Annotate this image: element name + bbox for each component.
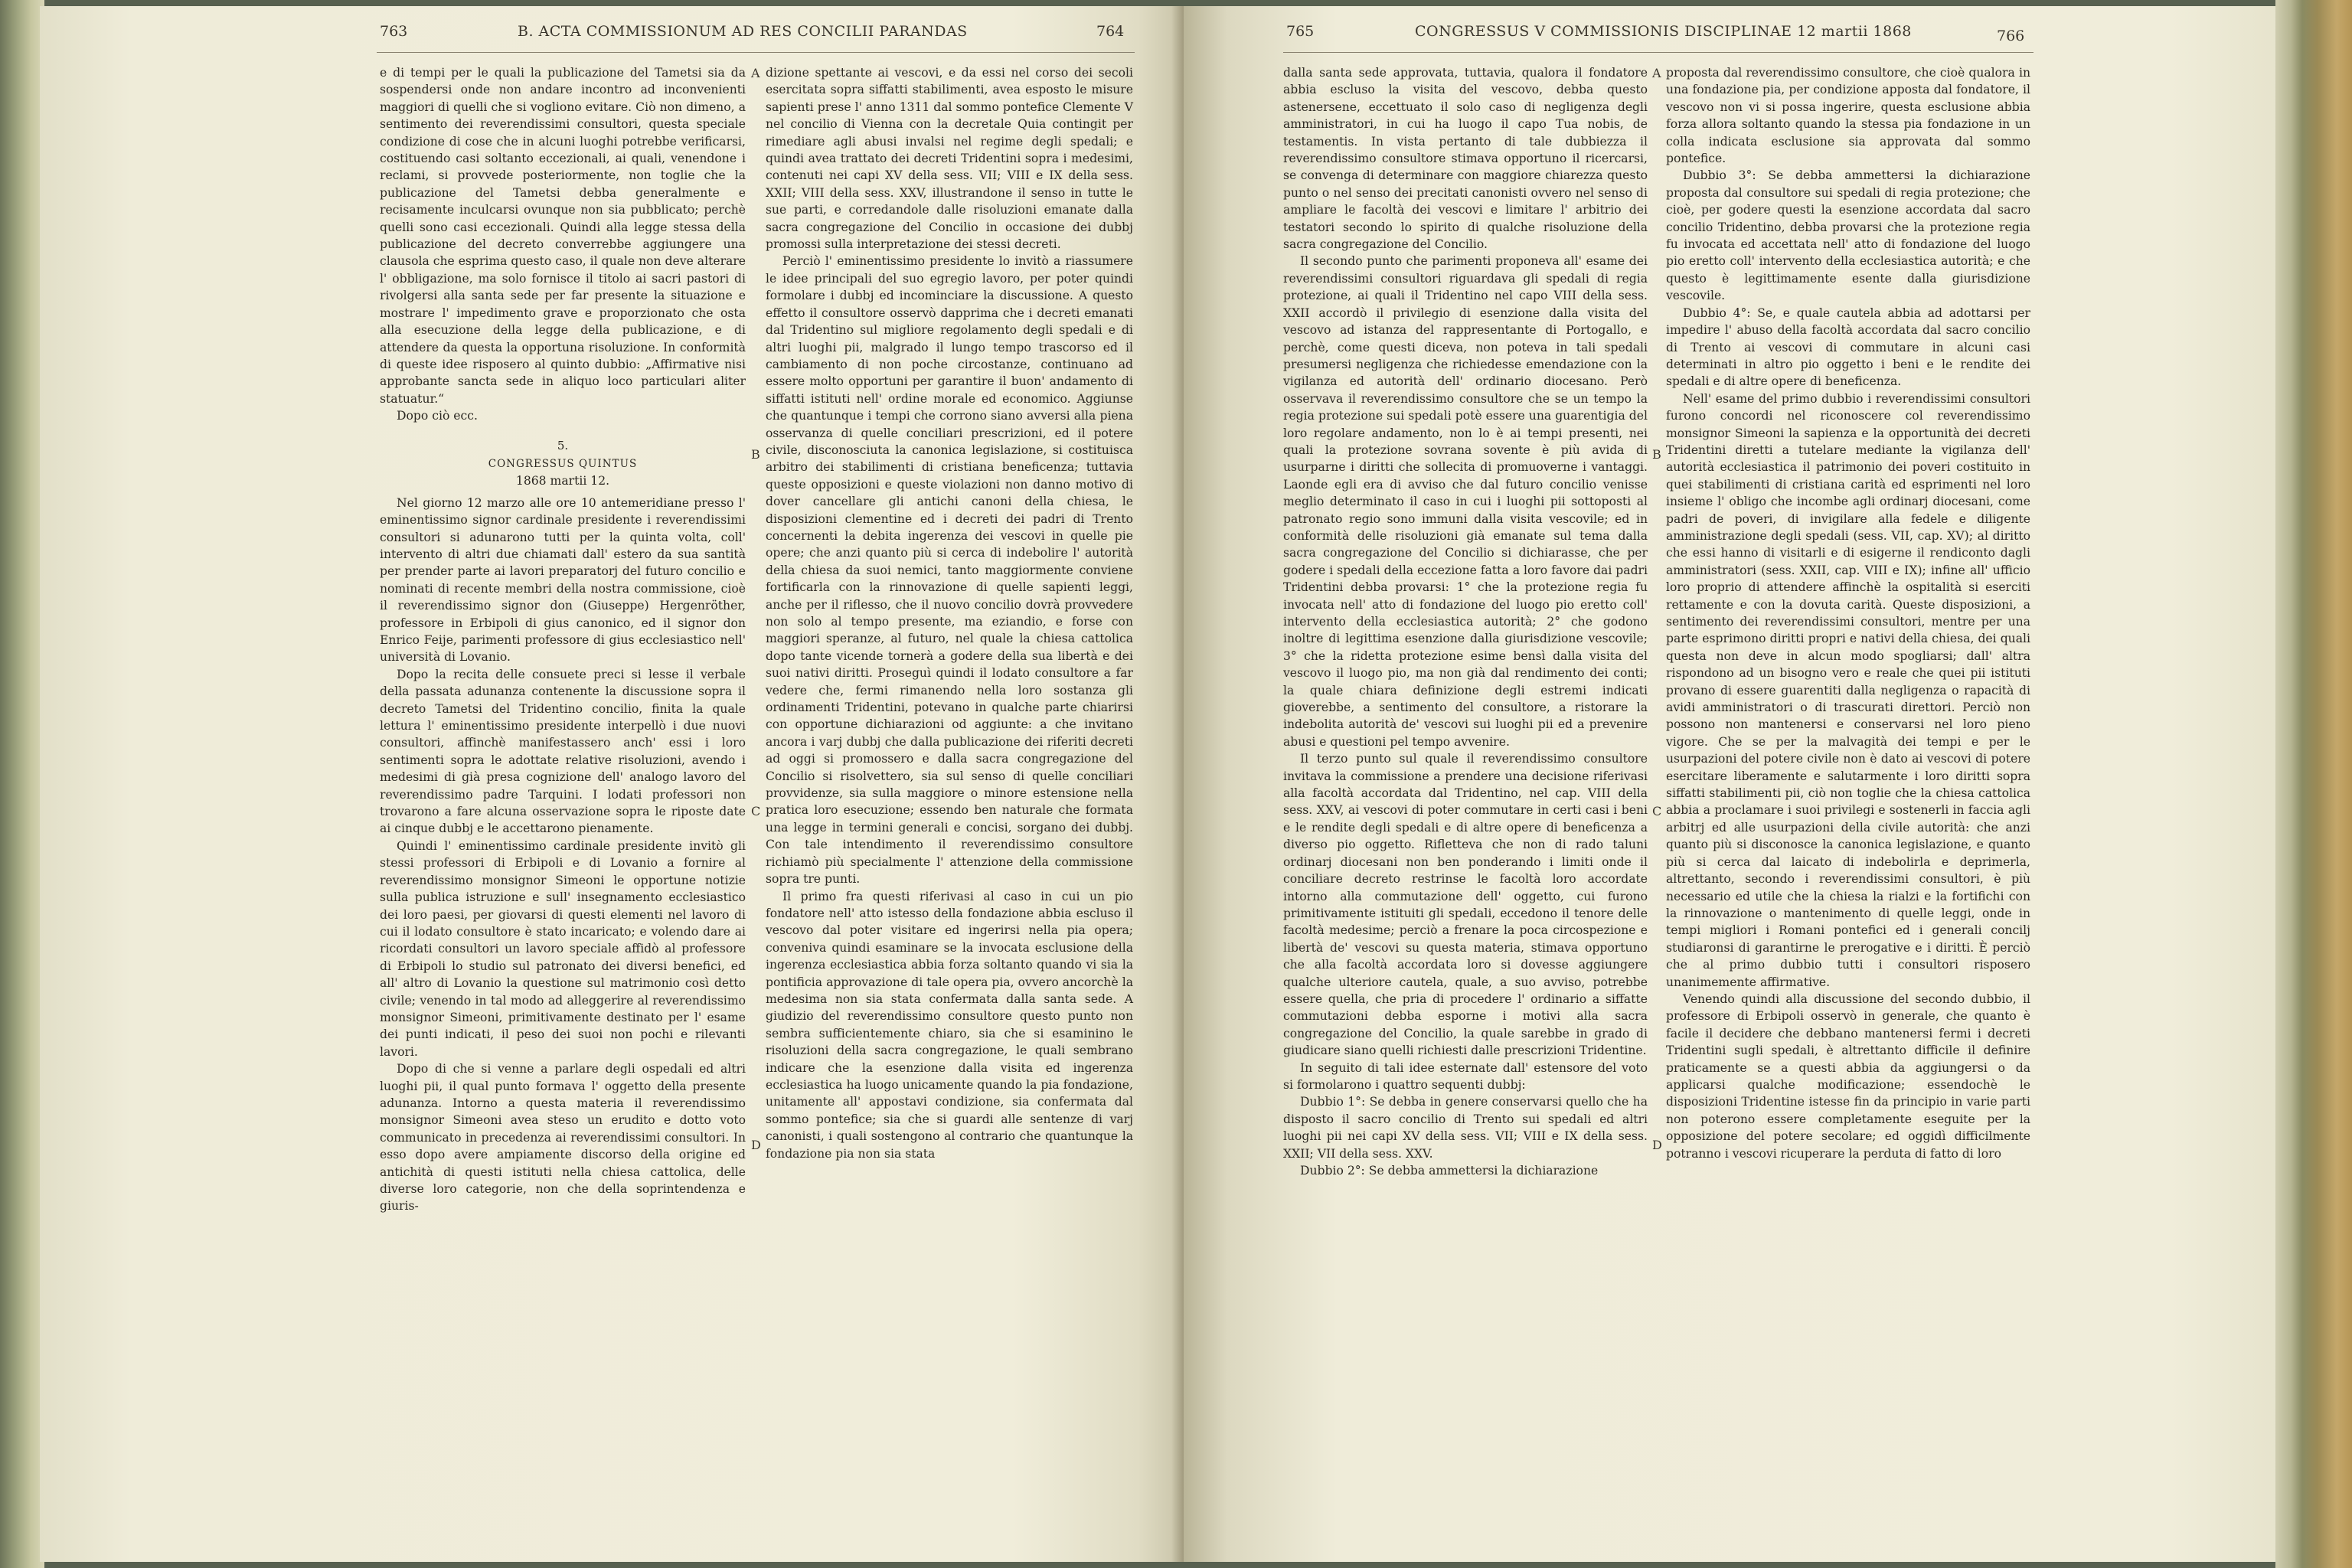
header-rule [1283, 52, 2034, 53]
margin-marker-d: D [751, 1138, 761, 1152]
paragraph: Venendo quindi alla discussione del secondo dubbio, il professore di Erbipoli osservò in generale, che quanto è facile il decidere che debbano mantenersi fermi i decreti Tridentini sugli spedali, è altrettanto difficile il definire praticamente se a questi abbia da aggiungersi o da applicarsi qualche modificazione; essendochè le disposizioni Tridentine istesse fin da principio in varie parti non poterono essere completamente eseguite per la opposizione del potere secolare; ed oggidì difficilmente potranno i vescovi ricuperare la perduta di fatto di loro [1666, 991, 2030, 1161]
paragraph: Dopo ciò ecc. [397, 409, 478, 423]
paragraph: Dopo di che si venne a parlare degli ospedali ed altri luoghi pii, il qual punto formava l' oggetto della presente adunanza. Intorno a questa materia il reverendissimo monsignor Simeoni avea steso un erudito e dotto voto communicato in precedenza ai reverendissimi consultori. In esso dopo avere ampiamente discorso della origine ed antichità di questi istituti nella chiesa cattolica, delle diverse loro categorie, non che della soprintendenza e giuris- [380, 1062, 746, 1214]
left-page-column-1 [380, 64, 746, 1215]
paragraph: proposta dal reverendissimo consultore, che cioè qualora in una fondazione pia, per condizione apposta dal fondatore, il vescovo non vi si possa ingerire, questa esclusione abbia forza allora soltanto quando la stessa pia fondazione in un colla indicata esclusione sia approvata dal sommo pontefice. [1666, 66, 2030, 166]
left-page-edges [0, 0, 44, 1568]
paragraph: In seguito di tali idee esternate dall' estensore del voto si formolarono i quattro sequenti dubbj: [1283, 1060, 1648, 1092]
paragraph: Dubbio 2°: Se debba ammettersi la dichiarazione [1300, 1164, 1599, 1178]
margin-marker-c: C [751, 804, 761, 818]
page-number-765: 765 [1286, 23, 1315, 40]
right-page-column-2 [1666, 64, 2030, 1162]
paragraph: dalla santa sede approvata, tuttavia, qualora il fondatore abbia escluso la visita del vescovo, debba questo astenersene, eccettuato il solo caso di negligenza degli amministratori, in cui ha luogo il capo Tua nobis, de testamentis. In vista pertanto di tale dubbiezza il reverendissimo consultore stimava opportuno il ricercarsi, se convenga di determinare con maggiore chiarezza questo punto o nel senso dei precitati canonisti ovvero nel senso di ampliare le facoltà dei vescovi e limitare l' arbitrio dei testatori secondo lo spirito di qualche risoluzione della sacra congregazione del Concilio. [1283, 66, 1648, 252]
margin-marker-a: A [1652, 66, 1661, 80]
paragraph: Nell' esame del primo dubbio i reverendissimi consultori furono concordi nel riconoscere col reverendissimo monsignor Simeoni la sapienza e la opportunità dei decreti Tridentini diretti a tutelare mediante la vigilanza dell' autorità ecclesiastica il patrimonio dei poveri costituito in quei stabilimenti di cristiana carità ed esprimenti nel loro insieme l' obligo che incombe agli ordinarj diocesani, come padri de poveri, di invigilare alla fedele e diligente amministrazione degli spedali (sess. VII, cap. XV); al diritto che essi hanno di visitarli e di esigerne il rendiconto dagli amministratori (sess. XXII, cap. VIII e IX); infine all' ufficio loro proprio di attendere affinchè la ospitalità si eserciti rettamente e con la dovuta carità. Queste disposizioni, a sentimento dei reverendissimi consultori, mentre per una parte esprimono diritti propri e nativi della chiesa, dei quali questa non deve in alcun modo spogliarsi; dall' altra rispondono ad un bisogno vero e reale che quei pii istituti provano di essere guarentiti dalla negligenza o rapacità di avidi amministratori o di trascurati direttori. Perciò non possono non mantenersi e conservarsi nel loro pieno vigore. Che se per la malvagità dei tempi e per le usurpazioni del potere civile non è dato ai vescovi di potere esercitare liberamente e salutarmente i loro diritti sopra siffatti stabilimenti pii, ciò non toglie che la chiesa cattolica abbia a proclamare i suoi privilegi e sostenerli in faccia agli arbitrj ed alle usurpazioni della civile autorità: che anzi quanto più si disconosce la canonica legislazione, e quanto più si cerca dal laicato di indebolirla e deprimerla, altrettanto, secondo i reverendissimi consultori, è più necessario ed utile che la chiesa la rialzi e la fortifichi con la rinnovazione o mantenimento di quelle leggi, onde in tempi migliori i Romani pontefici ed i generali concilj studiaronsi di garantirne le prerogative e i diritti. È perciò che al primo dubbio tutti i consultori risposero unanimemente affirmative. [1666, 391, 2030, 989]
section-date: 1868 martii 12. [515, 474, 610, 488]
running-header-left: B. ACTA COMMISSIONUM AD RES CONCILII PARANDAS [518, 23, 968, 40]
left-page [40, 6, 1184, 1562]
paragraph: e di tempi per le quali la publicazione del Tametsi sia da sospendersi onde non andare incontro ad inconvenienti maggiori di quelli che si vogliono evitare. Ciò non dimeno, a sentimento dei reverendissimi consultori, questa speciale condizione di cose che in alcuni luoghi potrebbe verificarsi, costituendo casi soltanto eccezionali, ai quali, venendone i reclami, si provvede posteriormente, non toglie che la publicazione del Tametsi debba generalmente e recisamente inculcarsi ovunque non sia pubblicato; perchè quelli sono casi eccezionali. Quindi alla legge stessa della publicazione del decreto converrebbe aggiungere una clausola che esprima questo caso, il quale non deve alterare l' obbligazione, ma solo fornisce il titolo ai sacri pastori di rivolgersi alla santa sede per far presente la situazione e mostrare l' impedimento grave e proporzionato che osta alla esecuzione della legge della publicazione, e di attendere da questa la opportuna risoluzione. In conformità di queste idee risposero al quinto dubbio: „Affirmative nisi approbante sancta sede in aliquo loco particulari aliter statuatur.“ [380, 66, 746, 406]
paragraph: Dubbio 4°: Se, e quale cautela abbia ad adottarsi per impedire l' abuso della facoltà accordata dal sacro concilio di Trento ai vescovi di commutare in alcuni casi determinati in altro pio oggetto i beni e le rendite dei spedali e di altre opere di beneficenza. [1666, 305, 2030, 389]
margin-marker-b: B [1652, 447, 1661, 462]
paragraph: Il primo fra questi riferivasi al caso in cui un pio fondatore nell' atto istesso della fondazione abbia escluso il vescovo dal poter visitare ed ingerirsi nella pia opera; conveniva quindi esaminare se la invocata esclusione della ingerenza ecclesiastica abbia forza soltanto quando vi sia la pontificia approvazione di tale opera pia, ovvero ancorchè la medesima non sia stata confermata dalla santa sede. A giudizio del reverendissimo consultore questo punto non sembra sufficientemente chiaro, sia che si esaminino le risoluzioni della sacra congregazione, le quali sembrano indicare che la esenzione dalla visita ed ingerenza ecclesiastica ha luogo unicamente quando la pia fondazione, unitamente all' appostavi condizione, sia confermata dal sommo pontefice; sia che si guardi alle sentenze di varj canonisti, i quali sostengono al contrario che quantunque la fondazione pia non sia stata [766, 889, 1133, 1161]
margin-marker-a: A [751, 66, 760, 80]
paragraph: Dopo la recita delle consuete preci si lesse il verbale della passata adunanza contenente la discussione sopra il decreto Tametsi del Tridentino concilio, finita la quale lettura l' eminentissimo presidente interpellò i due nuovi consultori, affinchè manifestassero anch' essi i loro sentimenti sopra le adottate relative risoluzioni, avendo i medesimi di già presa cognizione dell' analogo lavoro del reverendissimo padre Tarquini. I lodati professori non trovarono a fare alcuna osservazione sopra le riposte date ai cinque dubbj e le accettarono pienamente. [380, 667, 746, 836]
running-header-right: CONGRESSUS V COMMISSIONIS DISCIPLINAE 12 martii 1868 [1415, 23, 1912, 40]
margin-marker-c: C [1652, 804, 1662, 818]
page-number-763: 763 [380, 23, 408, 40]
page-number-766: 766 [1997, 28, 2025, 44]
paragraph: Il secondo punto che parimenti proponeva all' esame dei reverendissimi consultori riguardava gli spedali di regia protezione, ai quali il Tridentino nel capo VIII della sess. XXII accordò il privilegio di esenzione dalla visita del vescovo ad istanza del rappresentante di Portogallo, e perchè, come questi diceva, non poteva in tali spedali presumersi negligenza che richiedesse emendazione con la vigilanza ed autorità dell' ordinario diocesano. Però osservava il reverendissimo consultore che se un tempo la regia protezione sui spedali potè essere una guarentigia del loro regolare andamento, non lo è ai tempi presenti, nei quali la protezione sovrana sovente è più avida di usurparne i diritti che sollecita di promuoverne i vantaggi. Laonde egli era di avviso che dal futuro concilio venisse meglio determinato il caso in cui i luoghi pii sottoposti al patronato regio sono immuni dalla visita vescovile; ed in conformità delle risoluzioni già emanate sul tema dalla sacra congregazione del Concilio si dichiarasse, che per godere i spedali della eccezione fatta a loro favore dai padri Tridentini debba provarsi: 1° che la protezione regia fu invocata nell' atto di fondazione del luogo pio eretto coll' intervento della ecclesiastica autorità; 2° che godono inoltre di legittima esenzione dalla giurisdizione vescovile; 3° che la ridetta protezione esime bensì dalla visita del vescovo il luogo pio, ma non già dal rendimento dei conti; la quale chiara definizione degli estremi indicati gioverebbe, a sentimento del consultore, a ristorare la indebolita autorità de' vescovi sui luoghi pii ed a prevenire abusi e questioni pel tempo avvenire. [1283, 254, 1648, 749]
paragraph: Quindi l' eminentissimo cardinale presidente invitò gli stessi professori di Erbipoli e di Lovanio a fornire al reverendissimo monsignor Simeoni le opportune notizie sulla publica istruzione e sull' insegnamento ecclesiastico dei loro paesi, per giovarsi di questi elementi nel lavoro di cui il lodato consultore è stato incaricato; e volendo dare ai ricordati consultori un lavoro speciale affidò al professore di Erbipoli lo studio sul patronato dei diversi benefici, ed all' altro di Lovanio la questione sul matrimonio così detto civile; venendo in tal modo ad alleggerire al reverendissimo monsignor Simeoni, primitivamente destinato per l' esame dei punti indicati, il peso dei suoi non pochi e rilevanti lavori. [380, 838, 746, 1059]
right-page-column-1 [1283, 64, 1648, 1179]
right-page-edges [2275, 0, 2352, 1568]
paragraph: Perciò l' eminentissimo presidente lo invitò a riassumere le idee principali del suo egregio lavoro, per poter quindi formolare i dubbj ed incominciare la discussione. A questo effetto il consultore osservò dapprima che i decreti emanati dal Tridentino sul migliore regolamento degli spedali e di altri luoghi pii, malgrado il lungo tempo trascorso ed il cambiamento di non poche circostanze, continuano ad essere molto opportuni per garantire il buon' andamento di siffatti istituti nell' ordine morale ed economico. Aggiunse che quantunque i tempi che corrono siano avversi alla piena osservanza di quelle conciliari prescrizioni, ed il potere civile, disconosciuta la canonica legislazione, si costituisca arbitro dei stabilimenti di cristiana beneficenza; tuttavia queste opposizioni e queste violazioni non danno motivo di dover cancellare gli antichi canoni della chiesa, le disposizioni clementine ed i decreti dei padri di Trento concernenti la debita ingerenza dei vescovi in quelle pie opere; che anzi quanto più si cerca di indebolire l' autorità della chiesa da suoi nemici, tanto maggiormente conviene fortificarla con la rinnovazione di quelle sapienti leggi, anche per il riflesso, che il nuovo concilio dovrà provvedere non solo al tempo presente, ma eziandio, e forse con maggiori speranze, al futuro, nel quale la chiesa cattolica dopo tante vicende tornerà a godere della sua libertà e dei suoi nativi diritti. Proseguì quindi il lodato consultore a far vedere che, fermi rimanendo nella loro sostanza gli ordinamenti Tridentini, potevano in qualche parte chiarirsi con opportune dichiarazioni od aggiunte: a che invitano ancora i varj dubbj che dalla publicazione dei riferiti decreti ad oggi si promossero e dalla sacra congregazione del Concilio si risolvettero, sia sul senso di quelle conciliari provvidenze, sia sulla maggiore o minore estensione nella pratica loro esecuzione; essendo ben naturale che formata una legge in termini generali e concisi, sorgano dei dubbj. Con tale intendimento il reverendissimo consultore richiamò più specialmente l' attenzione della commissione sopra tre punti. [766, 254, 1133, 887]
margin-marker-b: B [751, 447, 760, 462]
paragraph: Dubbio 1°: Se debba in genere conservarsi quello che ha disposto il sacro concilio di Trento sui spedali ed altri luoghi pii nei capi XV della sess. VII; VIII e IX della sess. XXII; VII della sess. XXV. [1283, 1095, 1648, 1161]
section-title: CONGRESSUS QUINTUS [488, 457, 638, 470]
section-number: 5. [557, 438, 569, 452]
margin-marker-d: D [1652, 1138, 1662, 1152]
paragraph: Il terzo punto sul quale il reverendissimo consultore invitava la commissione a prendere una decisione riferivasi alla facoltà accordata dal Tridentino, nel cap. VIII della sess. XXV, ai vescovi di poter commutare in certi casi i beni e le rendite degli spedali e di altre opere di beneficenza a diverso pio oggetto. Rifletteva che non di rado taluni ordinarj diocesani non ben ponderando i limiti onde il conciliare decreto restrinse le facoltà loro accordate intorno alla commutazione dell' oggetto, cui furono primitivamente istituiti gli spedali, eccedono il tenore delle facoltà medesime; perciò a frenare la poca circospezione e libertà de' vescovi su questa materia, stimava opportuno che alla facoltà accordata loro si dovesse aggiungere qualche ulteriore cautela, quale, a suo avviso, potrebbe essere quella, che pria di procedere l' ordinario a siffatte commutazioni debba esporne i motivi alla sacra congregazione del Concilio, la quale sarebbe in grado di giudicare siano quelli richiesti dalle prescrizioni Tridentine. [1283, 752, 1648, 1058]
right-page [1184, 6, 2280, 1562]
paragraph: Dubbio 3°: Se debba ammettersi la dichiarazione proposta dal consultore sui spedali di regia protezione; che cioè, per godere questi la esenzione accordata dal sacro concilio Tridentino, debba provarsi che la protezione regia fu invocata ed accettata nell' atto di fondazione del luogo pio eretto coll' intervento della ecclesiastica autorità; e che questo è legittimamente esente dalla giurisdizione vescovile. [1666, 168, 2030, 303]
header-rule [377, 52, 1135, 53]
page-number-764: 764 [1096, 23, 1125, 40]
paragraph: Nel giorno 12 marzo alle ore 10 antemeridiane presso l' eminentissimo signor cardinale presidente i reverendissimi consultori si adunarono tutti per la quinta volta, coll' intervento di altri due chiamati dall' estero da sua santità per prender parte ai lavori preparatorj del futuro concilio e nominati di recente membri della nostra commissione, cioè il reverendissimo signor don (Giuseppe) Hergenröther, professore in Erbipoli di gius canonico, ed il signor don Enrico Feije, parimenti professore di gius ecclesiastico nell' università di Lovanio. [380, 495, 746, 665]
paragraph: dizione spettante ai vescovi, e da essi nel corso dei secoli esercitata sopra siffatti stabilimenti, avea esposto le misure sapienti prese l' anno 1311 dal sommo pontefice Clemente V nel concilio di Vienna con la decretale Quia contingit per rimediare agli abusi invalsi nel regime degli spedali; e quindi avea trattato dei decreti Tridentini sopra i medesimi, contenuti nei capi XV della sess. VII; VIII e IX della sess. XXII; VIII della sess. XXV, illustrandone il senso in tutte le sue parti, e corredandole dalle risoluzioni emanate dalla sacra congregazione del Concilio in occasione dei dubbj promossi sulla interpretazione dei stessi decreti. [766, 66, 1133, 252]
left-page-column-2 [766, 64, 1133, 1162]
